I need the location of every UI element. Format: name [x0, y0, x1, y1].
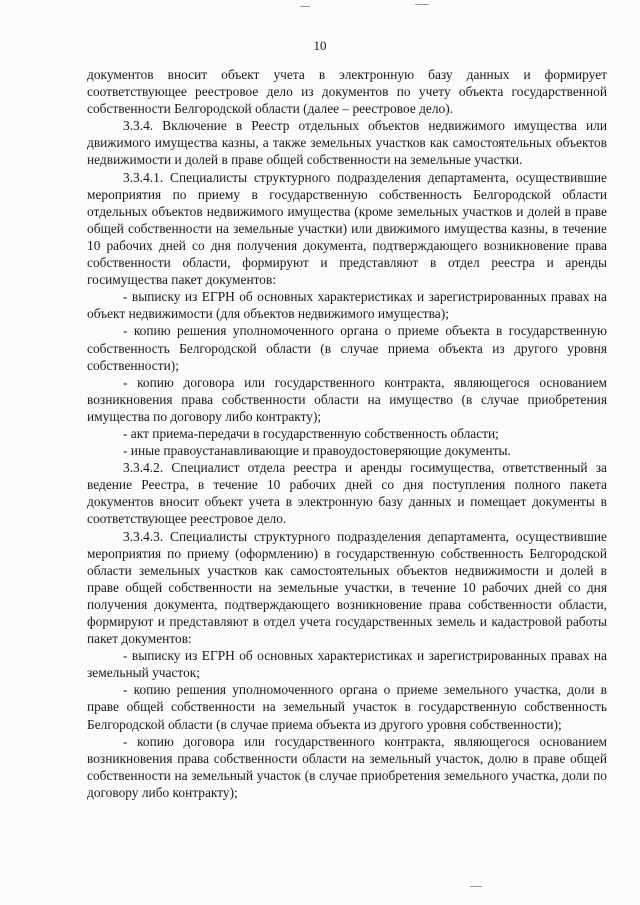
- clause-3-3-4-2: 3.3.4.2. Специалист отдела реестра и аренды госимущества, ответственный за ведение Реестра, в течение 10 рабочих дней со дня поступления полного пакета документов вносит объект учета в электронную базу данных и помещает документы в соответствующее реестровое дело.: [87, 460, 607, 527]
- clause-3-3-4: 3.3.4. Включение в Реестр отдельных объектов недвижимого имущества или движимого имущества казны, а также земельных участков как самостоятельных объектов недвижимости и долей в праве общей собственности на земельные участки.: [87, 118, 607, 168]
- scan-artifact: [470, 886, 482, 887]
- list-item: - копию решения уполномоченного органа о приеме объекта в государственную собственность Белгородской области (в случае приема объекта из другого уровня собственности);: [87, 323, 607, 373]
- list-item: - копию решения уполномоченного органа о приеме земельного участка, доли в праве общей собственности на земельный участок в государственную собственность Белгородской области (в случае приема объекта из другого уровня собственности);: [87, 682, 607, 732]
- list-item: - выписку из ЕГРН об основных характеристиках и зарегистрированных правах на земельный участок;: [87, 648, 607, 681]
- paragraph-continuation: документов вносит объект учета в электронную базу данных и формирует соответствующее реестровое дело из документов по учету объекта государственной собственности Белгородской области (далее – реестровое дело).: [87, 67, 607, 117]
- clause-3-3-4-3: 3.3.4.3. Специалисты структурного подразделения департамента, осуществившие мероприятия по приему (оформлению) в государственную собственность Белгородской области земельных участков как самостоятельных объектов недвижимости и долей в праве общей собственности на земельные участки, в течение 10 рабочих дней со дня получения документа, подтверждающего возникновение права собственности области, формируют и представляют в отдел учета государственных земель и кадастровой работы пакет документов:: [87, 528, 607, 647]
- list-item: - акт приема-передачи в государственную собственность области;: [123, 425, 499, 441]
- list-item: - выписку из ЕГРН об основных характеристиках и зарегистрированных правах на объект недвижимости (для объектов недвижимого имущества);: [87, 289, 607, 322]
- page-number: 10: [313, 38, 327, 53]
- list-item: - иные правоустанавливающие и правоудостоверяющие документы.: [123, 443, 511, 459]
- list-item: - копию договора или государственного контракта, являющегося основанием возникновения права собственности области на земельный участок, долю в праве общей собственности на земельный участок (в случае приобретения земельного участка, доли по договору либо контракту);: [87, 733, 607, 800]
- clause-3-3-4-1: 3.3.4.1. Специалисты структурного подразделения департамента, осуществившие мероприятия по приему в государственную собственность Белгородской области отдельных объектов недвижимого имущества (кроме земельных участков и долей в праве общей собственности на земельные участки) или движимого имущества казны, в течение 10 рабочих дней со дня получения документа, подтверждающего возникновение права собственности области, формируют и представляют в отдел реестра и аренды госимущества пакет документов:: [87, 169, 607, 288]
- scan-artifact: [300, 6, 310, 7]
- scan-artifact: [415, 4, 429, 5]
- document-body: [87, 66, 607, 801]
- list-item: - копию договора или государственного контракта, являющегося основанием возникновения права собственности области на имущество (в случае приобретения имущества по договору либо контракту);: [87, 374, 607, 424]
